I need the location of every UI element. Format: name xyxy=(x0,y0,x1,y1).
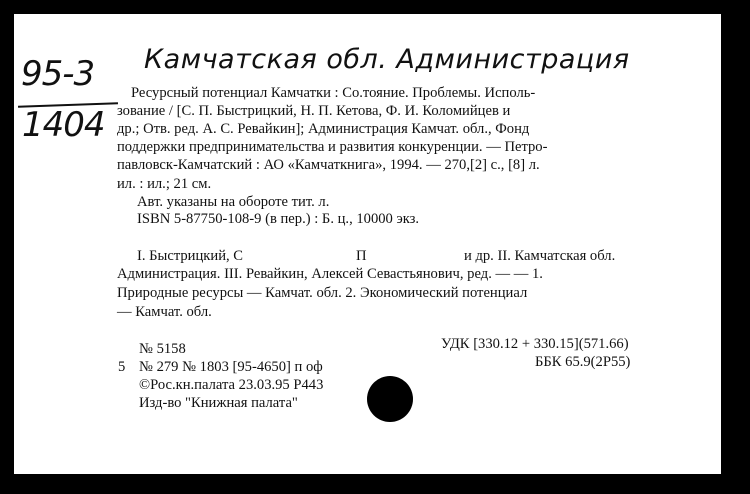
description-line-4: поддержки предпринимательства и развития конкуренции. — Петро- xyxy=(117,139,548,155)
copyright-line: ©Рос.кн.палата 23.03.95 Р443 xyxy=(139,377,324,393)
tracings-line-1c: и др. II. Камчатская обл. xyxy=(464,248,616,264)
tracings-line-1b: П xyxy=(356,248,367,264)
bbk-code: ББК 65.9(2Р55) xyxy=(535,354,631,370)
isbn-line: ISBN 5-87750-108-9 (в пер.) : Б. ц., 10000 экз. xyxy=(137,211,420,227)
udk-code: УДК [330.12 + 330.15](571.66) xyxy=(441,336,629,352)
description-line-1: Ресурсный потенциал Камчатки : Со.тояние. Проблемы. Исполь- xyxy=(131,85,536,101)
shelf-mark-top: 95-3 xyxy=(21,54,95,94)
tracings-line-4: — Камчат. обл. xyxy=(117,304,212,320)
publisher-line: Изд-во "Книжная палата" xyxy=(139,395,298,411)
description-line-5: павловск-Камчатский : АО «Камчаткнига», 1994. — 270,[2] с., [8] л. xyxy=(117,157,540,173)
description-line-6: ил. : ил.; 21 см. xyxy=(117,176,212,192)
side-number: 5 xyxy=(118,359,126,375)
catalog-card xyxy=(14,14,721,474)
card-number: № 5158 xyxy=(139,341,186,357)
tracings-line-2: Администрация. III. Ревайкин, Алексей Севастьянович, ред. — — 1. xyxy=(117,266,543,282)
shelf-mark-bottom: 1404 xyxy=(22,105,105,145)
handwritten-heading: Камчатская обл. Администрация xyxy=(144,44,630,75)
description-line-2: зование / [С. П. Быстрицкий, Н. П. Кетова, Ф. И. Коломийцев и xyxy=(117,103,511,119)
registration-line: № 279 № 1803 [95-4650] п оф xyxy=(139,359,323,375)
authors-note: Авт. указаны на обороте тит. л. xyxy=(137,194,330,210)
punch-hole xyxy=(367,376,413,422)
tracings-line-3: Природные ресурсы — Камчат. обл. 2. Экономический потенциал xyxy=(117,285,528,301)
tracings-line-1a: I. Быстрицкий, С xyxy=(137,248,244,264)
description-line-3: др.; Отв. ред. А. С. Ревайкин]; Администрация Камчат. обл., Фонд xyxy=(117,121,530,137)
